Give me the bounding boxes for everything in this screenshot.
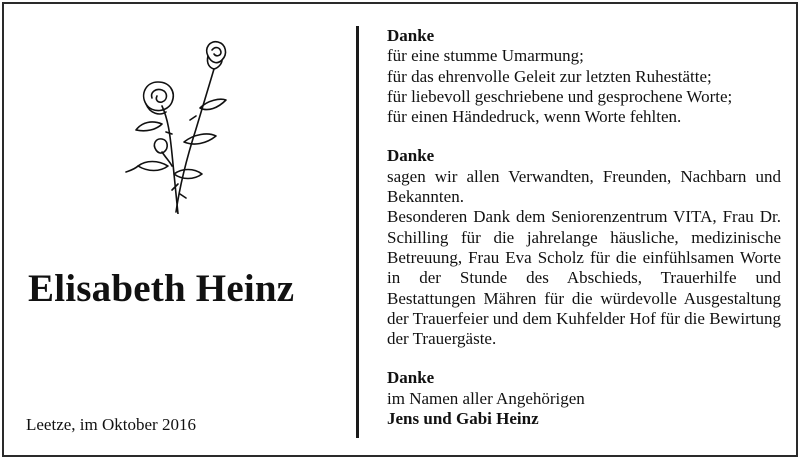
thanks-line: im Namen aller Angehörigen (387, 388, 585, 408)
thanks-block-3 (387, 368, 781, 429)
deceased-name: Elisabeth Heinz (28, 267, 295, 310)
signature: Jens und Gabi Heinz (387, 409, 539, 429)
thanks-line: für das ehrenvolle Geleit zur letzten Ruhestätte; (387, 66, 712, 86)
thanks-heading: Danke (387, 146, 435, 166)
thanks-line: für eine stumme Umarmung; (387, 46, 584, 66)
thanks-paragraph: Besonderen Dank dem Seniorenzentrum VITA, Frau Dr. Schilling für die jahrelange häusliche, medizinische Betreuung, Frau Eva Scholz für die einfühlsamen Worte in der Stunde des Abschieds, Trauerhilfe und Bestattungen Mähren für die würdevolle Ausgestaltung der Trauerfeier und dem Kuhfelder Hof für die Bewirtung der Trauergäste. (387, 207, 781, 349)
thanks-line: für einen Händedruck, wenn Worte fehlten. (387, 107, 682, 127)
rose-drawing-icon (116, 34, 236, 214)
place-date: Leetze, im Oktober 2016 (26, 415, 196, 434)
thanks-heading: Danke (387, 368, 435, 388)
obituary-card (2, 2, 798, 457)
thanks-text (387, 26, 781, 429)
thanks-block-2 (387, 146, 781, 349)
thanks-paragraph: sagen wir allen Verwandten, Freunden, Nachbarn und Bekannten. (387, 166, 781, 207)
thanks-line: für liebevoll geschriebene und gesprochene Worte; (387, 86, 733, 106)
vertical-divider (356, 26, 359, 438)
thanks-block-1 (387, 26, 781, 127)
thanks-heading: Danke (387, 26, 435, 45)
